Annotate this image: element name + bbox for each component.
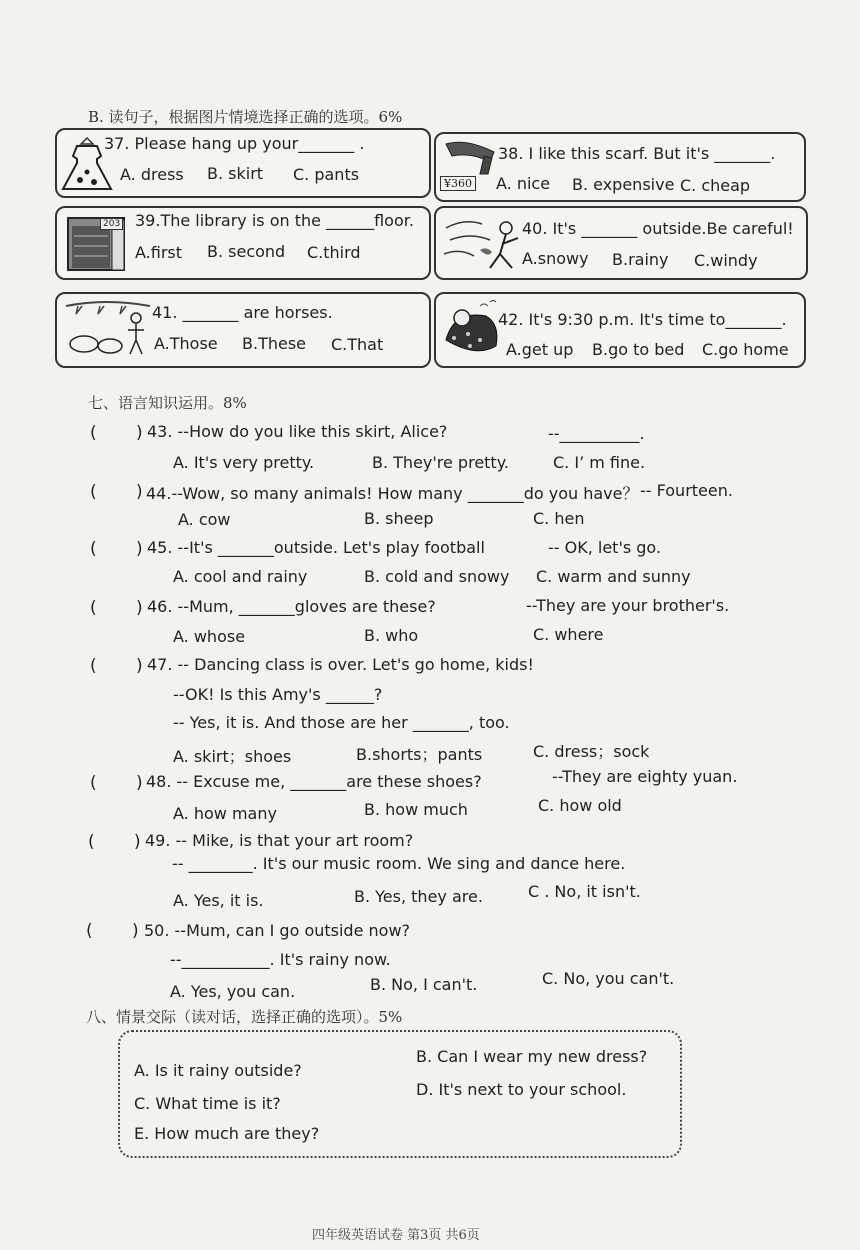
q45-reply: -- OK, let's go. — [548, 538, 662, 557]
q44-option-a[interactable]: A. cow — [178, 510, 231, 529]
answer-paren-open[interactable]: ( — [90, 598, 97, 618]
q50-text: 50. --Mum, can I go outside now? — [144, 921, 411, 940]
answer-paren-close: ) — [136, 598, 143, 618]
answer-paren-close: ) — [136, 539, 143, 559]
answer-paren-open[interactable]: ( — [90, 423, 97, 443]
q49-option-a[interactable]: A. Yes, it is. — [173, 891, 264, 910]
q42-option-b[interactable]: B.go to bed — [592, 340, 685, 359]
box-option-b[interactable]: B. Can I wear my new dress? — [416, 1047, 648, 1066]
horses-picture — [60, 296, 154, 360]
q46-text: 46. --Mum, _______gloves are these? — [147, 597, 436, 616]
q40-option-b[interactable]: B.rainy — [612, 250, 669, 269]
box-option-c[interactable]: C. What time is it? — [134, 1094, 281, 1113]
q40-text: 40. It's _______ outside.Be careful! — [522, 219, 794, 238]
q41-option-b[interactable]: B.These — [242, 334, 306, 353]
q37-option-b[interactable]: B. skirt — [207, 164, 264, 183]
answer-paren-close: ) — [136, 773, 143, 793]
answer-paren-close: ) — [136, 423, 143, 443]
scarf-picture — [440, 136, 500, 176]
box-option-e[interactable]: E. How much are they? — [134, 1124, 320, 1143]
q38-option-c[interactable]: C. cheap — [680, 176, 751, 195]
windy-picture — [440, 210, 524, 274]
q37-option-c[interactable]: C. pants — [293, 165, 360, 184]
q47-option-c[interactable]: C. dress；sock — [533, 742, 650, 761]
answer-paren-open[interactable]: ( — [90, 539, 97, 559]
q41-option-a[interactable]: A.Those — [154, 334, 218, 353]
section-8-header: 八、情景交际（读对话，选择正确的选项）。5% — [86, 1008, 403, 1026]
q45-option-b[interactable]: B. cold and snowy — [364, 567, 510, 586]
q49-text: 49. -- Mike, is that your art room? — [145, 831, 414, 850]
q44-option-b[interactable]: B. sheep — [364, 509, 434, 528]
q44-reply: -- Fourteen. — [640, 481, 733, 500]
q38-option-b[interactable]: B. expensive — [572, 175, 675, 194]
q40-option-a[interactable]: A.snowy — [522, 249, 589, 268]
q38-text: 38. I like this scarf. But it's _______. — [498, 144, 776, 163]
q43-text: 43. --How do you like this skirt, Alice? — [147, 422, 448, 441]
q47-option-a[interactable]: A. skirt；shoes — [173, 747, 292, 766]
q43-option-c[interactable]: C. I’ m fine. — [553, 453, 646, 472]
q44-option-c[interactable]: C. hen — [533, 509, 585, 528]
section-b-header: B. 读句子，根据图片情境选择正确的选项。6% — [88, 108, 403, 126]
answer-paren-open[interactable]: ( — [90, 656, 97, 676]
q47-line3: -- Yes, it is. And those are her _______, too. — [173, 713, 510, 732]
q50-line2: --___________. It's rainy now. — [170, 950, 391, 969]
q43-option-a[interactable]: A. It's very pretty. — [173, 453, 315, 472]
q43-reply: --__________. — [548, 424, 645, 443]
q50-option-a[interactable]: A. Yes, you can. — [170, 982, 296, 1001]
answer-paren-close: ) — [136, 656, 143, 676]
answer-paren-open[interactable]: ( — [88, 832, 95, 852]
q38-option-a[interactable]: A. nice — [496, 174, 551, 193]
q44-text: 44.--Wow, so many animals! How many _______do you have？ — [146, 484, 639, 503]
q45-option-a[interactable]: A. cool and rainy — [173, 567, 308, 586]
price-tag: ¥360 — [440, 176, 476, 191]
q39-option-c[interactable]: C.third — [307, 243, 361, 262]
q45-text: 45. --It's _______outside. Let's play football — [147, 538, 485, 557]
q46-option-b[interactable]: B. who — [364, 626, 419, 645]
q48-text: 48. -- Excuse me, _______are these shoes? — [146, 772, 482, 791]
section-7-header: 七、语言知识运用。8% — [88, 394, 247, 412]
answer-paren-close: ) — [132, 921, 139, 941]
q39-text: 39.The library is on the ______floor. — [135, 211, 414, 230]
q43-option-b[interactable]: B. They're pretty. — [372, 453, 509, 472]
q47-text: 47. -- Dancing class is over. Let's go home, kids! — [147, 655, 534, 674]
q37-option-a[interactable]: A. dress — [120, 165, 184, 184]
q39-option-a[interactable]: A.first — [135, 243, 183, 262]
q46-option-c[interactable]: C. where — [533, 625, 604, 644]
room-number: 203 — [100, 218, 123, 230]
q48-reply: --They are eighty yuan. — [552, 767, 738, 786]
q42-text: 42. It's 9:30 p.m. It's time to_______. — [498, 310, 787, 329]
sleeping-child-picture — [440, 300, 502, 358]
q47-option-b[interactable]: B.shorts；pants — [356, 745, 483, 764]
answer-paren-open[interactable]: ( — [90, 482, 97, 502]
q50-option-c[interactable]: C. No, you can't. — [542, 969, 675, 988]
page-footer: 四年级英语试卷 第3页 共6页 — [312, 1228, 480, 1243]
q41-text: 41. _______ are horses. — [152, 303, 333, 322]
q47-line2: --OK! Is this Amy's ______? — [173, 685, 383, 704]
answer-paren-open[interactable]: ( — [86, 921, 93, 941]
q48-option-c[interactable]: C. how old — [538, 796, 622, 815]
q42-option-a[interactable]: A.get up — [506, 340, 574, 359]
q39-option-b[interactable]: B. second — [207, 242, 286, 261]
q46-option-a[interactable]: A. whose — [173, 627, 246, 646]
answer-paren-close: ) — [134, 832, 141, 852]
box-option-d[interactable]: D. It's next to your school. — [416, 1080, 627, 1099]
q42-option-c[interactable]: C.go home — [702, 340, 789, 359]
q45-option-c[interactable]: C. warm and sunny — [536, 567, 691, 586]
q49-line2: -- ________. It's our music room. We sing and dance here. — [172, 854, 626, 873]
q37-text: 37. Please hang up your_______ . — [104, 134, 365, 153]
answer-paren-open[interactable]: ( — [90, 773, 97, 793]
answer-paren-close: ) — [136, 482, 143, 502]
q49-option-b[interactable]: B. Yes, they are. — [354, 887, 483, 906]
q50-option-b[interactable]: B. No, I can't. — [370, 975, 478, 994]
q46-reply: --They are your brother's. — [526, 596, 730, 615]
q49-option-c[interactable]: C . No, it isn't. — [528, 882, 641, 901]
q40-option-c[interactable]: C.windy — [694, 251, 758, 270]
q48-option-a[interactable]: A. how many — [173, 804, 277, 823]
q41-option-c[interactable]: C.That — [331, 335, 384, 354]
box-option-a[interactable]: A. Is it rainy outside? — [134, 1061, 302, 1080]
q48-option-b[interactable]: B. how much — [364, 800, 468, 819]
